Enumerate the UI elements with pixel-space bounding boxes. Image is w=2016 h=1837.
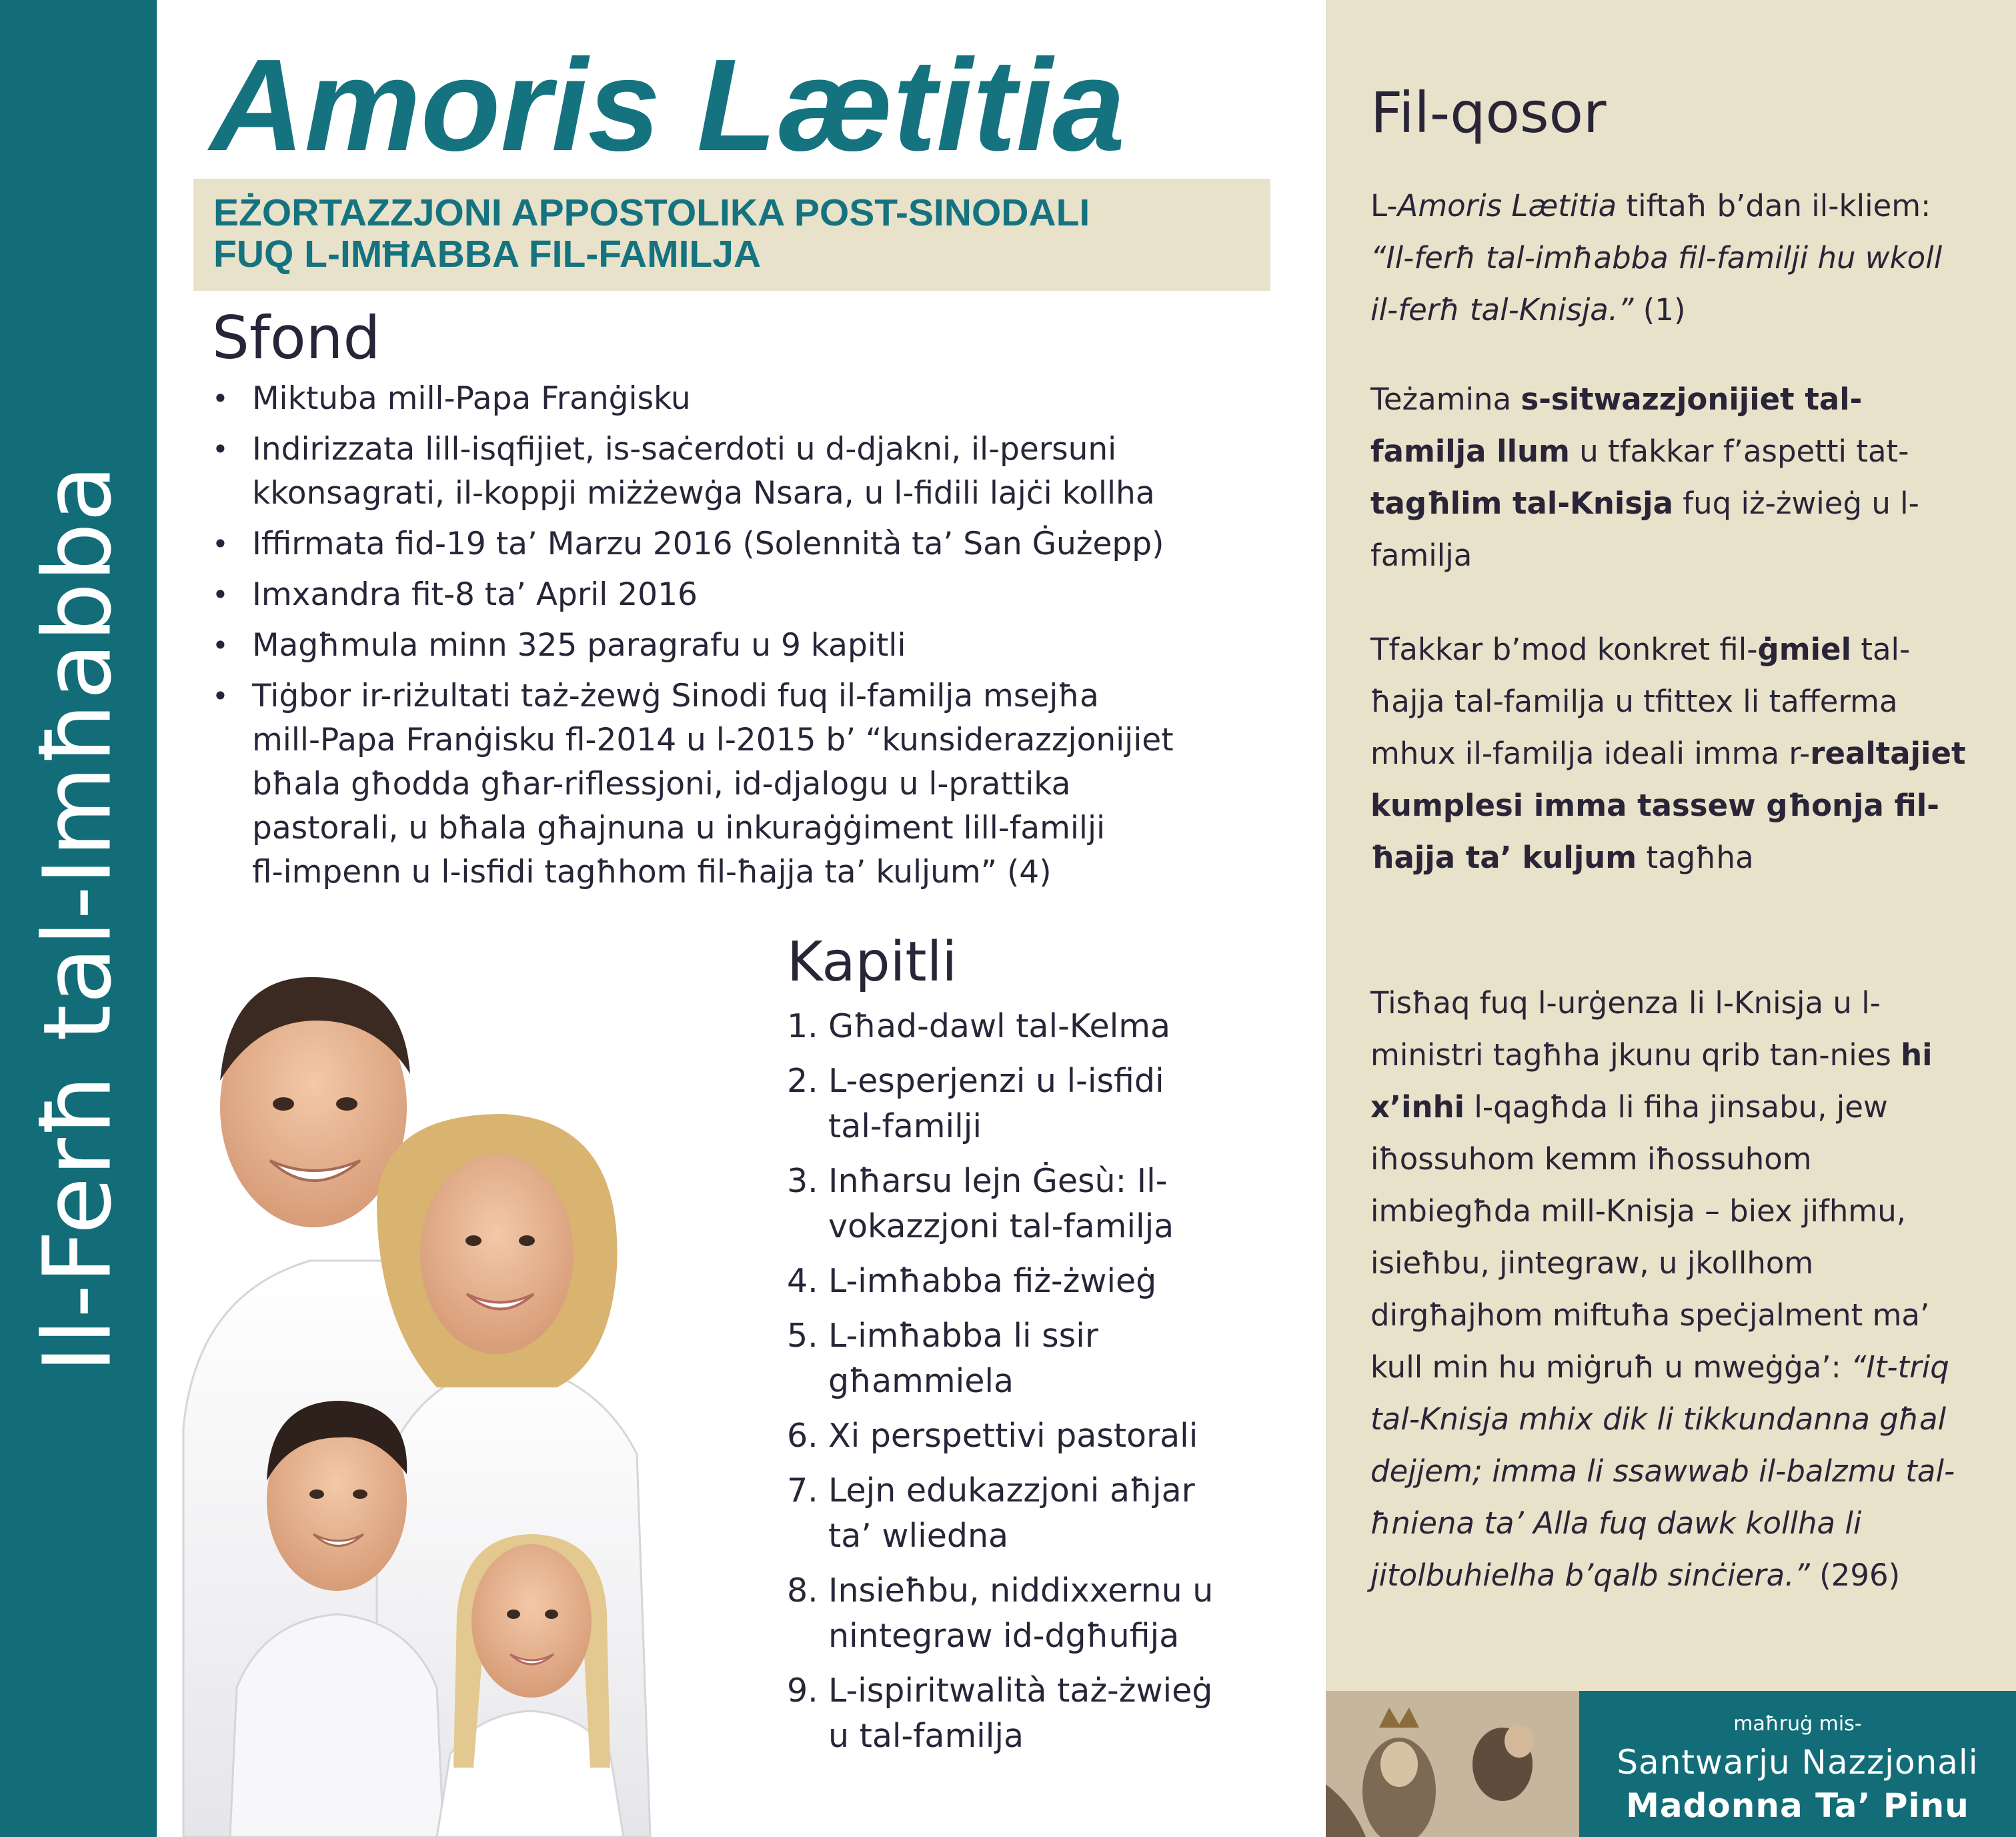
kapitli-number: 2. (787, 1062, 818, 1100)
sidebar-title: Il-Ferħ tal-Imħabba (23, 464, 133, 1373)
p4-text: Tisħaq fuq l-urġenza li l-Knisja u l-ministri tagħha jkunu qrib tan-nies (1370, 985, 1901, 1073)
kapitli-number: 3. (787, 1162, 818, 1200)
kapitli-number: 6. (787, 1417, 818, 1455)
summary-paragraph-2 (1370, 374, 1971, 582)
family-photo (157, 947, 777, 1837)
p1-text: L- (1370, 188, 1398, 223)
subtitle-line-2: FUQ L-IMĦABBA FIL-FAMILJA (213, 233, 762, 275)
p3-text: Tfakkar b’mod konkret fil- (1370, 632, 1758, 667)
p1-quote: “Il-ferħ tal-imħabba fil-familji hu wkoll il-ferħ tal-Knisja.” (1370, 240, 1943, 328)
kapitli-text: Insieħbu, niddixxernu u nintegraw id-dgħufija (828, 1572, 1214, 1655)
sfond-item: • Tiġbor ir-riżultati taż-żewġ Sinodi fuq il-familja msejħa mill-Papa Franġisku fl-2014 u l-2015 b’ “kunsiderazzjonijiet bħala għodda għar-riflessjoni, id-djalogu u l-prattika pastorali, u bħala għajnuna u inkuraġġiment lill-familji fl-impenn u l-isfidi tagħhom fil-ħajja ta’ kuljum” (4) (207, 674, 1307, 894)
kapitli-text: Lejn edukazzjoni aħjar ta’ wliedna (828, 1471, 1195, 1555)
footer-sanctuary: Santwarju Nazzjonali (1617, 1743, 1979, 1782)
p1-ref: (1) (1633, 292, 1686, 328)
kapitli-text: L-ispiritwalità taż-żwieġ u tal-familja (828, 1672, 1213, 1755)
kapitli-heading: Kapitli (787, 931, 958, 994)
kapitli-item (787, 1668, 1294, 1759)
filqosor-heading: Fil-qosor (1370, 80, 1607, 145)
p4-bold: hi x’inhi (1370, 1037, 1933, 1125)
p2-bold: s-sitwazzjonijiet tal-familja llum (1370, 382, 1863, 469)
p2-text: fuq iż-żwieġ u l-familja (1370, 486, 1919, 573)
summary-paragraph-3 (1370, 624, 1971, 884)
subtitle-line-1: EŻORTAZZJONI APPOSTOLIKA POST-SINODALI (213, 191, 1090, 234)
kapitli-number: 4. (787, 1262, 818, 1300)
kapitli-item (787, 1159, 1294, 1249)
sfond-list (207, 377, 1307, 901)
summary-paragraph-1 (1370, 180, 1971, 336)
kapitli-text: Għad-dawl tal-Kelma (828, 1007, 1170, 1045)
p3-text: tagħha (1637, 840, 1754, 875)
footer-madonna: Madonna Ta’ Pinu (1626, 1786, 1969, 1825)
kapitli-list (787, 1004, 1294, 1768)
p2-bold: tagħlim tal-Knisja (1370, 486, 1673, 521)
p4-ref: (296) (1809, 1558, 1901, 1593)
kapitli-item (787, 1413, 1294, 1459)
summary-paragraph-4 (1370, 977, 1971, 1602)
kapitli-number: 9. (787, 1672, 818, 1710)
footer-issued-by: maħruġ mis- (1733, 1712, 1862, 1736)
subtitle-box (193, 179, 1270, 291)
p1-text: tiftaħ b’dan il-kliem: (1617, 188, 1931, 223)
sfond-item: • Magħmula minn 325 paragrafu u 9 kapitli (207, 624, 1307, 668)
kapitli-item (787, 1313, 1294, 1404)
p3-text: tal-ħajja tal-familja u tfittex li tafferma mhux il-familja ideali imma r- (1370, 632, 1911, 771)
kapitli-item (787, 1468, 1294, 1559)
kapitli-text: Xi perspettivi pastorali (828, 1417, 1198, 1455)
sfond-item: • Imxandra fit-8 ta’ April 2016 (207, 573, 1307, 617)
sfond-item: • Miktuba mill-Papa Franġisku (207, 377, 1307, 421)
kapitli-item (787, 1059, 1294, 1149)
kapitli-item (787, 1259, 1294, 1304)
sfond-heading: Sfond (212, 303, 381, 372)
sidebar (0, 0, 157, 1837)
kapitli-text: L-imħabba fiż-żwieġ (828, 1262, 1157, 1300)
madonna-image (1326, 1691, 1579, 1837)
sfond-item: • Iffirmata fid-19 ta’ Marzu 2016 (Solennità ta’ San Ġużepp) (207, 522, 1307, 566)
kapitli-number: 1. (787, 1007, 818, 1045)
p2-text: u tfakkar f’aspetti tat- (1569, 434, 1909, 469)
main-title: Amoris Lætitia (210, 32, 1126, 178)
p1-title: Amoris Lætitia (1397, 188, 1617, 223)
kapitli-number: 7. (787, 1471, 818, 1509)
kapitli-number: 8. (787, 1572, 818, 1610)
p3-bold: ġmiel (1757, 632, 1852, 667)
kapitli-text: Inħarsu lejn Ġesù: Il- vokazzjoni tal-familja (828, 1162, 1174, 1245)
p2-text: Teżamina (1370, 382, 1521, 417)
kapitli-text: L-imħabba li ssir għammiela (828, 1317, 1098, 1400)
footer-text (1579, 1691, 2016, 1837)
p3-bold: realtajiet kumplesi imma tassew għonja fil-ħajja ta’ kuljum (1370, 736, 1966, 875)
kapitli-text: L-esperjenzi u l-isfidi tal-familji (828, 1062, 1164, 1145)
sfond-item: • Indirizzata lill-isqfijiet, is-saċerdoti u d-djakni, il-persuni kkonsagrati, il-koppji miżżewġa Nsara, u l-fidili lajċi kollha (207, 428, 1307, 516)
kapitli-number: 5. (787, 1317, 818, 1355)
footer-banner (1326, 1691, 2016, 1837)
kapitli-item (787, 1004, 1294, 1049)
kapitli-item (787, 1568, 1294, 1659)
p4-text: l-qagħda li fiha jinsabu, jew iħossuhom kemm iħossuhom imbiegħda mill-Knisja – biex jifhmu, isieħbu, jintegraw, u jkollhom dirgħajhom miftuħa speċjalment ma’ kull min hu miġruħ u mweġġa’: (1370, 1089, 1930, 1385)
p4-quote: “It-triq tal-Knisja mhix dik li tikkundanna għal dejjem; imma li ssawwab il-balzmu tal-ħniena ta’ Alla fuq dawk kollha li jitolbuhielha b’qalb sinċiera.” (1370, 1349, 1955, 1593)
